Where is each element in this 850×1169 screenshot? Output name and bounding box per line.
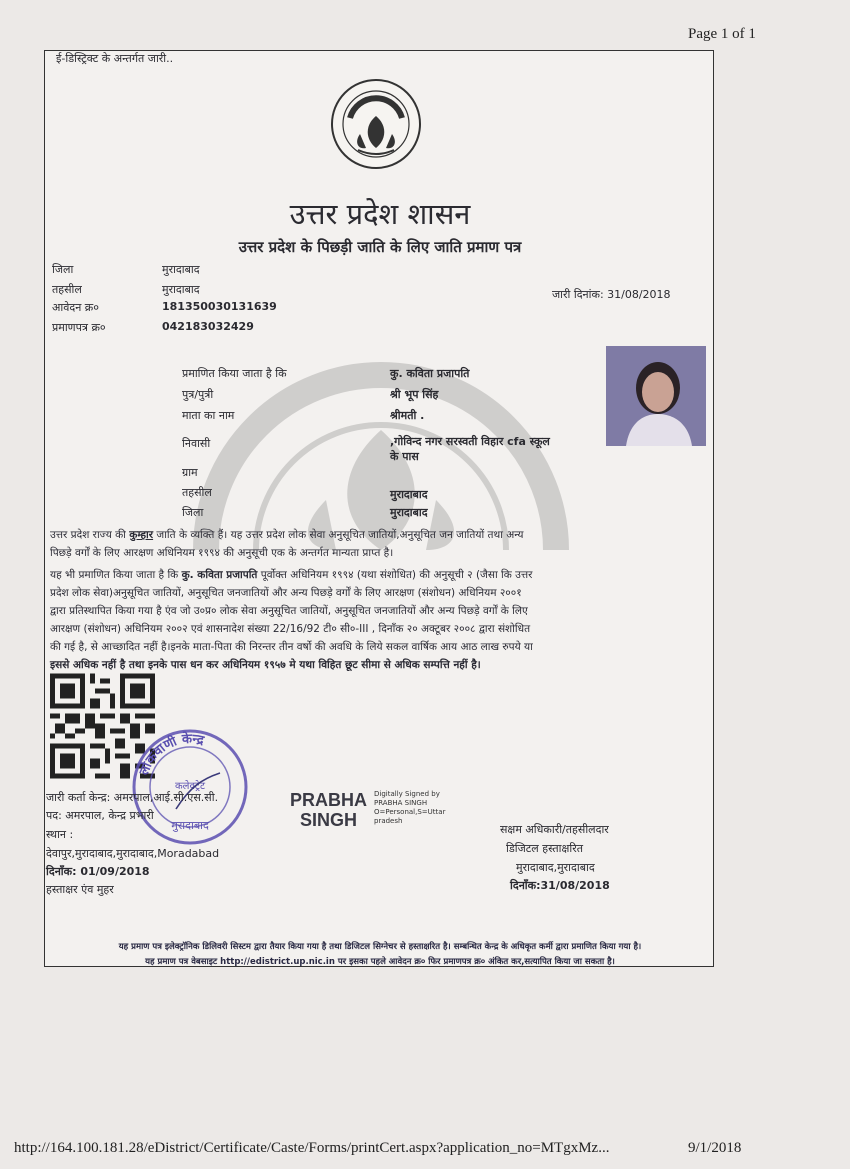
person-icon	[606, 346, 706, 446]
resident-value-line2: के पास	[390, 450, 419, 463]
authority-location: मुरादाबाद,मुरादाबाद	[516, 861, 595, 874]
issuing-center: जारी कर्ता केन्द्र: अमरपाल,आई.सी.एस.सी.	[46, 791, 219, 804]
issuing-center-seal	[130, 727, 250, 847]
place-label: स्थान :	[46, 828, 74, 841]
government-title: उत्तर प्रदेश शासन	[289, 197, 471, 231]
tehsil-label: तहसील	[52, 283, 82, 296]
mother-label: माता का नाम	[182, 409, 235, 422]
verification-notice-line1: यह प्रमाण पत्र इलेक्ट्रॉनिक डिलिवरी सिस्टम द्वारा तैयार किया गया है तथा डिजिटल सिग्नेचर से हस्ताक्षरित है। सम्बन्धित केन्द्र के अधिकृत कर्मी द्वारा प्रमाणित किया गया है।	[118, 942, 642, 952]
district-value: मुरादाबाद	[162, 263, 200, 276]
svg-text:लोकवाणी केन्द्र: लोकवाणी केन्द्र	[136, 731, 206, 778]
seal-stamp-icon	[130, 727, 250, 847]
authority-date: दिनाँक:31/08/2018	[510, 879, 610, 892]
applicant-photo	[606, 346, 706, 446]
certificate-no-value: 042183032429	[162, 320, 254, 333]
mother-name: श्रीमती .	[390, 409, 425, 422]
svg-text:मुरादाबाद: मुरादाबाद	[171, 819, 209, 832]
caste-paragraph: उत्तर प्रदेश राज्य की कुम्हार जाति के व्यक्ति हैं। यह उत्तर प्रदेश लोक सेवा अनुसूचित जातियों,अनुसूचित जन जातियों तथा अन्य पिछड़े वर्गों के लिए आरक्षण अधिनियम १९९४ की अनुसूची एक के अन्तर्गत मान्यता प्राप्त है।	[50, 529, 524, 559]
issuer-place: देवापुर,मुरादाबाद,मुरादाबाद,Moradabad	[46, 847, 220, 860]
caste-name: कुम्हार	[129, 529, 154, 541]
up-government-emblem-icon	[330, 78, 422, 170]
resident-label: निवासी	[182, 437, 211, 450]
father-name: श्री भूप सिंह	[390, 388, 439, 401]
person-tehsil-value: मुरादाबाद	[390, 488, 428, 501]
person-district-label: जिला	[182, 506, 204, 519]
applicant-name-inline: कु. कविता प्रजापति	[181, 569, 258, 581]
certificate-no-label: प्रमाणपत्र क्र०	[52, 321, 106, 334]
issuer-post: पद: अमरपाल, केन्द्र प्रभारी	[46, 809, 154, 822]
applicant-name: कु. कविता प्रजापति	[390, 367, 470, 380]
svg-text:कलेक्ट्रेट: कलेक्ट्रेट	[175, 781, 205, 792]
page-number: Page 1 of 1	[688, 26, 756, 42]
signature-seal-label: हस्ताक्षर एंव मुहर	[46, 883, 114, 896]
application-no-label: आवेदन क्र०	[52, 301, 99, 314]
authority-title: सक्षम अधिकारी/तहसीलदार	[500, 823, 609, 836]
village-label: ग्राम	[182, 466, 198, 479]
watermark-emblem-icon	[186, 300, 576, 560]
footer-date: 9/1/2018	[688, 1140, 742, 1156]
authority-digital-sign: डिजिटल हस्ताक्षरित	[506, 842, 583, 855]
digital-signature-name: PRABHA SINGH	[290, 790, 368, 830]
issue-date: जारी दिनांक: 31/08/2018	[552, 288, 671, 301]
footer-url: http://164.100.181.28/eDistrict/Certificate/Caste/Forms/printCert.aspx?application_no=MTgxMz...	[14, 1140, 610, 1156]
income-paragraph: यह भी प्रमाणित किया जाता है कि कु. कविता प्रजापति पूर्वोक्त अधिनियम १९९४ (यथा संशोधित) की अनुसूची २ (जैसा कि उत्तर प्रदेश लोक सेवा)अनुसूचित जातियों, अनुसूचित जनजातियों और अन्य पिछड़े वर्गों के लिए आरक्षण (संशोधन) अधिनियम २००१ द्वारा प्रतिस्थापित किया गया है एंव जो उ०प्र० लोक सेवा अनुसूचित जातियों, अनुसूचित जनजातियों और अन्य पिछड़े वर्गों के लिए आरक्षण (संशोधन) अधिनियम २००२ एवं शासनादेश संख्या 22/16/92 टी० सी०-III , दिनाँक २० अक्टूबर २००८ द्वारा संशोधित की गई है, से आच्छादित नहीं है।इनके माता-पिता की निरन्तर तीन वर्षो की अवधि के लिये सकल वार्षिक आय आठ लाख रुपये या इससे अधिक नहीं है तथा इनके पास धन कर अधिनियम १९५७ मे यथा विहित छूट सीमा से अधिक सम्पत्ति नहीं है।	[50, 569, 533, 671]
person-district-value: मुरादाबाद	[390, 506, 428, 519]
person-tehsil-label: तहसील	[182, 486, 212, 499]
verification-notice-line2: यह प्रमाण पत्र वेबसाइट http://edistrict.up.nic.in पर इसका पहले आवेदन क्र० फिर प्रमाणपत्र क्र० अंकित कर,सत्यापित किया जा सकता है।	[145, 957, 615, 967]
son-daughter-label: पुत्र/पुत्री	[182, 388, 214, 401]
resident-value-line1: ,गोविन्द नगर सरस्वती विहार cfa स्कूल	[390, 435, 550, 448]
district-label: जिला	[52, 263, 74, 276]
certify-label: प्रमाणित किया जाता है कि	[182, 367, 287, 380]
certificate-title: उत्तर प्रदेश के पिछड़ी जाति के लिए जाति प्रमाण पत्र	[238, 238, 522, 256]
issuer-date: दिनाँक: 01/09/2018	[46, 865, 150, 878]
issued-under-text: ई-डिस्ट्रिक्ट के अन्तर्गत जारी..	[56, 52, 174, 65]
tehsil-value: मुरादाबाद	[162, 283, 200, 296]
application-no-value: 181350030131639	[162, 300, 277, 313]
digital-signature-note: Digitally Signed by PRABHA SINGH O=Personal,S=Uttar pradesh	[374, 790, 446, 825]
